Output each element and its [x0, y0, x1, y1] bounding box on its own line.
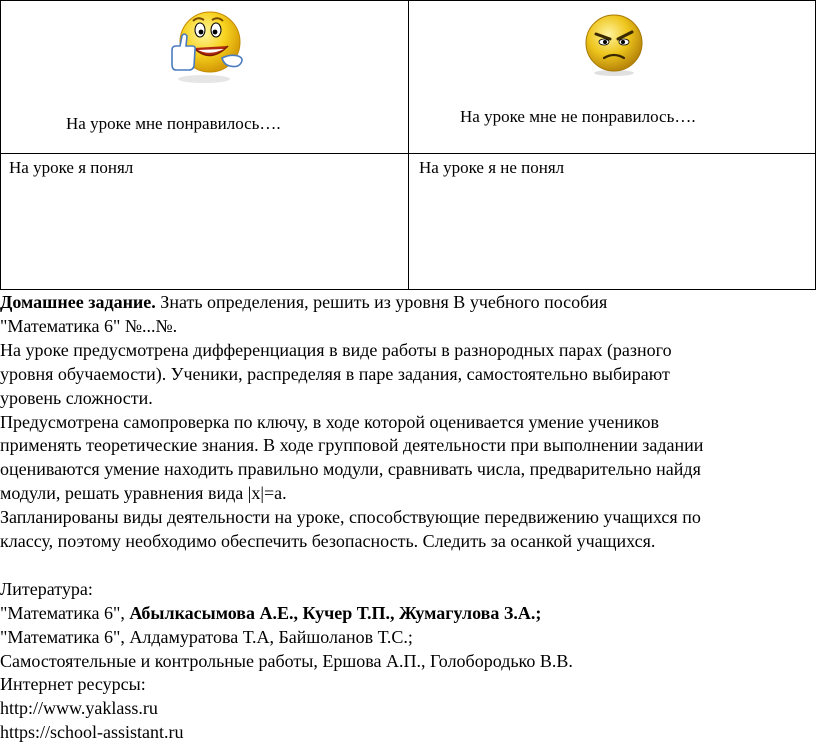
smiling-thumbs-up-emoticon-icon: [158, 6, 252, 90]
literature-book-3: Самостоятельные и контрольные работы, Ершова А.П., Голобородько В.В.: [0, 650, 573, 671]
planned-line-1: Запланированы виды деятельности на уроке, способствующие передвижению учащихся по: [0, 507, 701, 528]
cell-not-understood: На уроке я не понял: [419, 158, 565, 177]
selfcheck-line-1: Предусмотрена самопроверка по ключу, в ходе которой оценивается умение учеников: [0, 411, 660, 432]
book-1-authors: Абылкасымова А.Е., Кучер Т.П., Жумагулова З.А.;: [129, 602, 542, 623]
literature-book-1: [0, 602, 816, 626]
selfcheck-line-4: модули, решать уравнения вида |x|=a.: [0, 483, 287, 504]
cell-understood: На уроке я понял: [9, 158, 134, 177]
cell-liked: На уроке мне понравилось….: [66, 114, 281, 133]
table-column-divider: [408, 0, 409, 290]
selfcheck-line-2: применять теоретические знания. В ходе групповой деятельности при выполнении задании: [0, 435, 704, 456]
differentiation-line-1: На уроке предусмотрена дифференциация в виде работы в разнородных парах (разного: [0, 339, 672, 360]
homework-text: Знать определения, решить из уровня В учебного пособия: [155, 292, 608, 312]
homework-line-2: "Математика 6" №...№.: [0, 315, 178, 336]
book-1-title: "Математика 6",: [0, 602, 130, 623]
literature-book-2: "Математика 6", Алдамуратова Т.А, Байшоланов Т.С.;: [0, 626, 413, 647]
document-body: [0, 291, 816, 745]
blank-line: [0, 554, 816, 578]
table-border-left: [0, 0, 1, 290]
differentiation-line-2: уровня обучаемости). Ученики, распределяя в паре задания, самостоятельно выбирают: [0, 363, 670, 384]
frowning-emoticon-icon: [582, 12, 646, 78]
differentiation-line-3: уровень сложности.: [0, 387, 153, 408]
planned-line-2: классу, поэтому необходимо обеспечить безопасность. Следить за осанкой учащихся.: [0, 531, 656, 552]
selfcheck-line-3: оцениваются умение находить правильно модули, сравнивать числа, предварительно найдя: [0, 459, 701, 480]
literature-heading: Литература:: [0, 578, 93, 599]
homework-label: Домашнее задание.: [0, 292, 156, 312]
link-school-assistant[interactable]: https://school-assistant.ru: [0, 722, 184, 743]
internet-heading: Интернет ресурсы:: [0, 674, 146, 695]
link-yaklass[interactable]: http://www.yaklass.ru: [0, 698, 158, 719]
homework-line: [0, 291, 816, 315]
reflection-table: [0, 0, 816, 290]
cell-disliked: На уроке мне не понравилось….: [460, 107, 696, 126]
